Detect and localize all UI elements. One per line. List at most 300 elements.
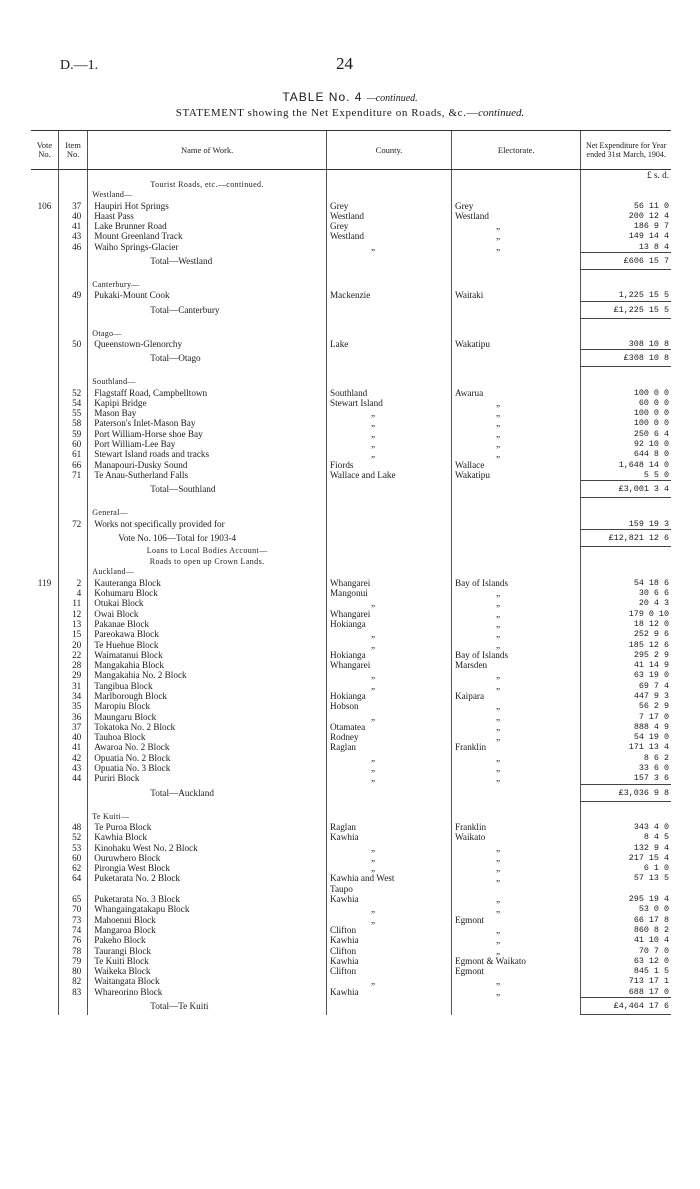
net-amount: 92 10 0 xyxy=(581,439,671,449)
table-row xyxy=(31,873,671,883)
table-row xyxy=(31,670,671,680)
empty-cell xyxy=(327,784,452,801)
electorate-name: „ xyxy=(451,429,580,439)
table-row xyxy=(31,609,671,619)
vote-number xyxy=(31,722,58,732)
county-name: „ xyxy=(327,629,452,639)
work-name: Mason Bay xyxy=(88,408,327,418)
empty-cell xyxy=(31,529,58,546)
empty-cell xyxy=(58,318,87,329)
item-number: 42 xyxy=(58,753,87,763)
empty-cell xyxy=(451,253,580,270)
group-heading-row xyxy=(31,280,671,290)
section-heading-row xyxy=(31,557,671,567)
work-name: Pakanae Block xyxy=(88,619,327,629)
empty-cell xyxy=(31,508,58,518)
table-row xyxy=(31,753,671,763)
item-number: 52 xyxy=(58,388,87,398)
net-amount: 33 6 0 xyxy=(581,763,671,773)
vote-number xyxy=(31,701,58,711)
empty-cell xyxy=(327,280,452,290)
work-name: Mangaroa Block xyxy=(88,925,327,935)
vote-number xyxy=(31,925,58,935)
table-title xyxy=(0,90,700,104)
electorate-name: Wakatipu xyxy=(451,470,580,481)
vote-number xyxy=(31,935,58,945)
empty-cell xyxy=(31,498,58,509)
work-name: Waitangata Block xyxy=(88,976,327,986)
table-row xyxy=(31,863,671,873)
work-name: Kauteranga Block xyxy=(88,578,327,588)
vote-number xyxy=(31,290,58,301)
empty-cell xyxy=(327,998,452,1015)
electorate-name: „ xyxy=(451,894,580,904)
item-number: 37 xyxy=(58,201,87,211)
work-name: Pukaki-Mount Cook xyxy=(88,290,327,301)
item-number: 40 xyxy=(58,211,87,221)
work-name: Waikeka Block xyxy=(88,966,327,976)
item-number: 52 xyxy=(58,832,87,842)
item-number: 44 xyxy=(58,773,87,784)
net-amount: 308 10 8 xyxy=(581,339,671,350)
item-number: 20 xyxy=(58,640,87,650)
vote-number xyxy=(31,429,58,439)
empty-cell xyxy=(327,529,452,546)
vote-number xyxy=(31,439,58,449)
county-name: „ xyxy=(327,976,452,986)
vote-number xyxy=(31,408,58,418)
table-row xyxy=(31,598,671,608)
county-name: „ xyxy=(327,242,452,253)
header-vote: Vote No. xyxy=(31,131,58,170)
group-heading-row xyxy=(31,377,671,387)
work-name: Whangaingatakapu Block xyxy=(88,904,327,914)
vote-number xyxy=(31,915,58,925)
item-number: 82 xyxy=(58,976,87,986)
electorate-name: „ xyxy=(451,449,580,459)
item-number: 64 xyxy=(58,873,87,883)
table-row xyxy=(31,722,671,732)
group-heading-row xyxy=(31,812,671,822)
work-name: Kawhia Block xyxy=(88,832,327,842)
empty-cell xyxy=(31,301,58,318)
empty-cell xyxy=(327,567,452,577)
empty-cell xyxy=(58,508,87,518)
empty-cell xyxy=(88,498,327,509)
electorate-name: „ xyxy=(451,976,580,986)
county-name: „ xyxy=(327,863,452,873)
electorate-name: „ xyxy=(451,681,580,691)
net-amount: 149 14 4 xyxy=(581,231,671,241)
empty-cell xyxy=(327,253,452,270)
work-name: Mahoenui Block xyxy=(88,915,327,925)
table-row xyxy=(31,773,671,784)
net-amount: 56 2 9 xyxy=(581,701,671,711)
table-row xyxy=(31,519,671,530)
table-row xyxy=(31,290,671,301)
spacer-row xyxy=(31,270,671,281)
table-row xyxy=(31,822,671,832)
county-name: Clifton xyxy=(327,946,452,956)
net-amount: 447 9 3 xyxy=(581,691,671,701)
electorate-name: Egmont xyxy=(451,915,580,925)
work-name: Pareokawa Block xyxy=(88,629,327,639)
table-row xyxy=(31,832,671,842)
subtotal-label: Total—Otago xyxy=(88,350,327,367)
electorate-name: „ xyxy=(451,763,580,773)
county-name: Hokianga xyxy=(327,691,452,701)
empty-cell xyxy=(581,498,671,509)
empty-cell xyxy=(451,377,580,387)
table-row xyxy=(31,640,671,650)
empty-cell xyxy=(31,253,58,270)
header-item: Item No. xyxy=(58,131,87,170)
item-number: 50 xyxy=(58,339,87,350)
item-number: 54 xyxy=(58,398,87,408)
net-amount: 8 4 5 xyxy=(581,832,671,842)
empty-cell xyxy=(31,557,58,567)
work-name: Works not specifically provided for xyxy=(88,519,327,530)
work-name: Te Huehue Block xyxy=(88,640,327,650)
item-number: 13 xyxy=(58,619,87,629)
empty-cell xyxy=(451,557,580,567)
table-title-main: TABLE No. 4 xyxy=(282,90,363,104)
net-amount: 69 7 4 xyxy=(581,681,671,691)
net-amount: 53 0 0 xyxy=(581,904,671,914)
item-number: 62 xyxy=(58,863,87,873)
electorate-name: „ xyxy=(451,439,580,449)
vote-number xyxy=(31,460,58,470)
total-amount: £1,225 15 5 xyxy=(581,301,671,318)
electorate-name: „ xyxy=(451,598,580,608)
county-name: Southland xyxy=(327,388,452,398)
county-name: „ xyxy=(327,439,452,449)
vote-number xyxy=(31,660,58,670)
item-number: 60 xyxy=(58,853,87,863)
work-name xyxy=(88,884,327,894)
electorate-name: Franklin xyxy=(451,742,580,752)
net-amount: 7 17 0 xyxy=(581,712,671,722)
county-name: Clifton xyxy=(327,925,452,935)
section-heading: Tourist Roads, etc.—continued. xyxy=(88,180,327,190)
item-number: 49 xyxy=(58,290,87,301)
empty-cell xyxy=(327,270,452,281)
empty-cell xyxy=(31,377,58,387)
work-name: Waimatanui Block xyxy=(88,650,327,660)
county-name: „ xyxy=(327,681,452,691)
vote-number xyxy=(31,691,58,701)
empty-cell xyxy=(58,546,87,557)
net-amount: 186 9 7 xyxy=(581,221,671,231)
county-name: „ xyxy=(327,640,452,650)
work-name: Opuatia No. 3 Block xyxy=(88,763,327,773)
table-row xyxy=(31,231,671,241)
empty-cell xyxy=(451,498,580,509)
empty-cell xyxy=(31,998,58,1015)
vote-number xyxy=(31,773,58,784)
table-row xyxy=(31,904,671,914)
empty-cell xyxy=(327,180,452,190)
table-row xyxy=(31,211,671,221)
county-name: Hobson xyxy=(327,701,452,711)
vote-number xyxy=(31,681,58,691)
vote-number xyxy=(31,863,58,873)
table-row xyxy=(31,460,671,470)
statement-title xyxy=(0,107,700,119)
electorate-name: Egmont xyxy=(451,966,580,976)
table-row xyxy=(31,935,671,945)
work-name: Marlborough Block xyxy=(88,691,327,701)
subtotal-label: Total—Westland xyxy=(88,253,327,270)
group-heading: Otago— xyxy=(88,329,327,339)
work-name: Maungaru Block xyxy=(88,712,327,722)
county-name: Hokianga xyxy=(327,619,452,629)
net-amount: 159 19 3 xyxy=(581,519,671,530)
table-row xyxy=(31,853,671,863)
item-number: 72 xyxy=(58,519,87,530)
electorate-name: „ xyxy=(451,712,580,722)
table-row xyxy=(31,691,671,701)
vote-number xyxy=(31,242,58,253)
empty-cell xyxy=(451,280,580,290)
item-number: 43 xyxy=(58,231,87,241)
vote-number xyxy=(31,742,58,752)
empty-cell xyxy=(31,180,58,190)
work-name: Flagstaff Road, Campbelltown xyxy=(88,388,327,398)
empty-cell xyxy=(88,318,327,329)
subtotal-label: Total—Southland xyxy=(88,481,327,498)
vote-number xyxy=(31,884,58,894)
header-electorate: Electorate. xyxy=(451,131,580,170)
section-heading-row xyxy=(31,180,671,190)
item-number: 15 xyxy=(58,629,87,639)
group-heading: Westland— xyxy=(88,190,327,200)
empty-cell xyxy=(451,270,580,281)
work-name: Pakeho Block xyxy=(88,935,327,945)
table-row xyxy=(31,946,671,956)
item-number: 43 xyxy=(58,763,87,773)
empty-cell xyxy=(451,481,580,498)
table-row xyxy=(31,588,671,598)
vote-number xyxy=(31,763,58,773)
table-row xyxy=(31,439,671,449)
vote-number xyxy=(31,640,58,650)
county-name: „ xyxy=(327,429,452,439)
work-name: Kinohaku West No. 2 Block xyxy=(88,843,327,853)
empty-cell xyxy=(88,170,327,181)
empty-cell xyxy=(327,801,452,812)
empty-cell xyxy=(451,546,580,557)
empty-cell xyxy=(327,812,452,822)
county-name: „ xyxy=(327,670,452,680)
empty-cell xyxy=(327,170,452,181)
item-number: 29 xyxy=(58,670,87,680)
vote-number xyxy=(31,588,58,598)
empty-cell xyxy=(327,301,452,318)
empty-cell xyxy=(88,270,327,281)
net-amount: 343 4 0 xyxy=(581,822,671,832)
net-amount: 295 2 9 xyxy=(581,650,671,660)
vote-number xyxy=(31,339,58,350)
vote-number xyxy=(31,987,58,998)
total-amount: £4,464 17 6 xyxy=(581,998,671,1015)
table-row xyxy=(31,242,671,253)
net-amount: 13 8 4 xyxy=(581,242,671,253)
empty-cell xyxy=(581,190,671,200)
electorate-name: Kaipara xyxy=(451,691,580,701)
table-row xyxy=(31,742,671,752)
vote-number xyxy=(31,609,58,619)
work-name: Mangakahia Block xyxy=(88,660,327,670)
electorate-name: „ xyxy=(451,588,580,598)
item-number: 28 xyxy=(58,660,87,670)
empty-cell xyxy=(58,350,87,367)
electorate-name: Westland xyxy=(451,211,580,221)
empty-cell xyxy=(581,567,671,577)
work-name: Awaroa No. 2 Block xyxy=(88,742,327,752)
empty-cell xyxy=(58,270,87,281)
table-row xyxy=(31,629,671,639)
empty-cell xyxy=(451,170,580,181)
item-number: 22 xyxy=(58,650,87,660)
item-number: 78 xyxy=(58,946,87,956)
total-amount: £308 10 8 xyxy=(581,350,671,367)
subtotal-label: Total—Canterbury xyxy=(88,301,327,318)
county-name: „ xyxy=(327,408,452,418)
county-name: Kawhia xyxy=(327,987,452,998)
page-reference: D.—1. xyxy=(60,58,99,73)
vote-number xyxy=(31,976,58,986)
work-name: Otukai Block xyxy=(88,598,327,608)
vote-number: 119 xyxy=(37,577,52,588)
table-row xyxy=(31,925,671,935)
net-amount: 200 12 4 xyxy=(581,211,671,221)
vote-total-row xyxy=(31,529,671,546)
table-row xyxy=(31,894,671,904)
net-amount: 132 9 4 xyxy=(581,843,671,853)
county-name: Lake xyxy=(327,339,452,350)
item-number: 80 xyxy=(58,966,87,976)
empty-cell xyxy=(451,508,580,518)
item-number: 83 xyxy=(58,987,87,998)
group-heading-row xyxy=(31,329,671,339)
empty-cell xyxy=(327,329,452,339)
table-row xyxy=(31,418,671,428)
net-amount: 1,648 14 0 xyxy=(581,460,671,470)
net-amount: 30 6 6 xyxy=(581,588,671,598)
county-name: Taupo xyxy=(327,884,452,894)
county-name: Westland xyxy=(327,211,452,221)
subtotal-row xyxy=(31,481,671,498)
table-row xyxy=(31,701,671,711)
net-amount: 18 12 0 xyxy=(581,619,671,629)
work-name: Te Anau-Sutherland Falls xyxy=(88,470,327,481)
electorate-name: „ xyxy=(451,701,580,711)
table-row xyxy=(31,408,671,418)
county-name: Kawhia and West xyxy=(327,873,452,883)
county-name: Raglan xyxy=(327,742,452,752)
empty-cell xyxy=(58,180,87,190)
work-name: Mount Greenland Track xyxy=(88,231,327,241)
table-row xyxy=(31,732,671,742)
empty-cell xyxy=(451,318,580,329)
item-number: 66 xyxy=(58,460,87,470)
work-name: Te Puroa Block xyxy=(88,822,327,832)
electorate-name: Wallace xyxy=(451,460,580,470)
table-row xyxy=(31,398,671,408)
empty-cell xyxy=(31,270,58,281)
county-name: Stewart Island xyxy=(327,398,452,408)
vote-number xyxy=(31,966,58,976)
empty-cell xyxy=(327,481,452,498)
net-amount: 157 3 6 xyxy=(581,773,671,784)
empty-cell xyxy=(327,508,452,518)
spacer-row xyxy=(31,498,671,509)
vote-number xyxy=(31,221,58,231)
electorate-name: „ xyxy=(451,946,580,956)
county-name: „ xyxy=(327,598,452,608)
net-amount: 5 5 0 xyxy=(581,470,671,481)
group-heading-row xyxy=(31,567,671,577)
empty-cell xyxy=(581,812,671,822)
work-name: Stewart Island roads and tracks xyxy=(88,449,327,459)
county-name: „ xyxy=(327,418,452,428)
empty-cell xyxy=(58,170,87,181)
electorate-name: „ xyxy=(451,873,580,883)
empty-cell xyxy=(31,546,58,557)
table-row xyxy=(31,660,671,670)
currency-header: £ s. d. xyxy=(581,170,671,181)
item-number: 79 xyxy=(58,956,87,966)
empty-cell xyxy=(581,377,671,387)
vote-number xyxy=(31,650,58,660)
header-county: County. xyxy=(327,131,452,170)
empty-cell xyxy=(58,301,87,318)
work-name: Tauhoa Block xyxy=(88,732,327,742)
empty-cell xyxy=(451,350,580,367)
electorate-name: „ xyxy=(451,619,580,629)
spacer-row xyxy=(31,367,671,378)
empty-cell xyxy=(451,190,580,200)
county-name: Whangarei xyxy=(327,660,452,670)
empty-cell xyxy=(58,481,87,498)
net-amount: 57 13 5 xyxy=(581,873,671,883)
electorate-name: Bay of Islands xyxy=(451,650,580,660)
electorate-name: „ xyxy=(451,987,580,998)
county-name: „ xyxy=(327,843,452,853)
work-name: Port William-Lee Bay xyxy=(88,439,327,449)
item-number: 41 xyxy=(58,742,87,752)
county-name: „ xyxy=(327,773,452,784)
vote-number xyxy=(31,598,58,608)
county-name: Kawhia xyxy=(327,832,452,842)
table-body xyxy=(31,170,671,1015)
vote-number xyxy=(31,904,58,914)
empty-cell xyxy=(581,801,671,812)
spacer-row xyxy=(31,318,671,329)
table-row xyxy=(31,619,671,629)
empty-cell xyxy=(31,280,58,290)
empty-cell xyxy=(327,318,452,329)
empty-cell xyxy=(581,508,671,518)
section-heading-row xyxy=(31,546,671,557)
electorate-name: „ xyxy=(451,670,580,680)
county-name: Wallace and Lake xyxy=(327,470,452,481)
item-number: 11 xyxy=(58,598,87,608)
item-number xyxy=(58,884,87,894)
empty-cell xyxy=(31,350,58,367)
electorate-name xyxy=(451,884,580,894)
